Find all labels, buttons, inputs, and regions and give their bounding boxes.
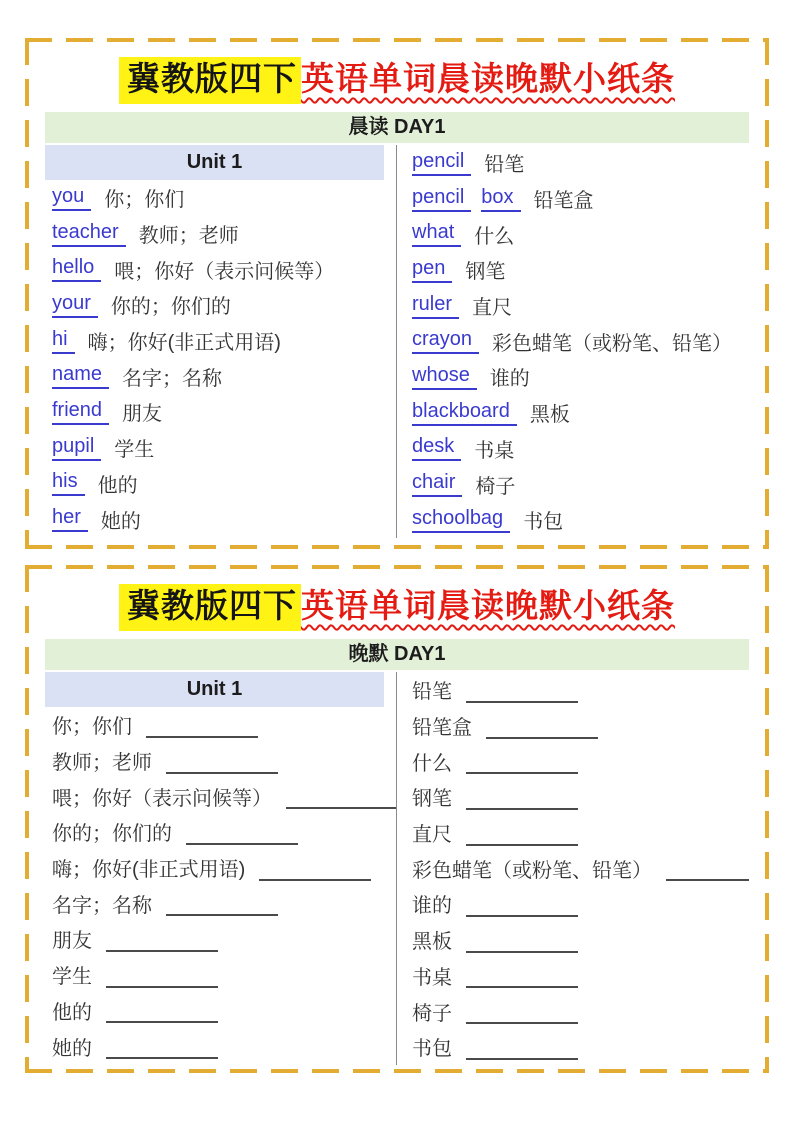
english-word-group xyxy=(412,364,477,390)
english-word: desk xyxy=(412,435,461,461)
english-word: pencil xyxy=(412,186,471,212)
dictation-row xyxy=(45,885,396,921)
page-title xyxy=(45,50,749,108)
chinese-meaning: 铅笔盒 xyxy=(412,717,472,740)
answer-blank-line xyxy=(106,1003,218,1023)
answer-blank-line xyxy=(466,790,578,810)
english-word: blackboard xyxy=(412,400,517,426)
vocab-row xyxy=(412,431,749,467)
chinese-meaning: 喂；你好（表示问候等） xyxy=(114,260,335,283)
vocab-row xyxy=(412,359,749,395)
english-word-group xyxy=(52,185,91,211)
english-word: name xyxy=(52,363,109,389)
chinese-meaning: 书桌 xyxy=(474,439,515,462)
vocab-row xyxy=(412,216,749,252)
dictation-row xyxy=(45,921,396,957)
chinese-meaning: 学生 xyxy=(52,966,92,989)
chinese-meaning: 书包 xyxy=(523,511,564,534)
vocab-row xyxy=(45,180,396,216)
answer-blank-line xyxy=(106,932,218,952)
dashed-border-bottom xyxy=(25,1069,769,1073)
chinese-meaning: 直尺 xyxy=(472,297,513,320)
dictation-row xyxy=(412,886,749,922)
vocab-row xyxy=(45,216,396,252)
chinese-meaning: 喂；你好（表示问候等） xyxy=(52,787,272,810)
dashed-border-right xyxy=(765,565,769,1073)
dictation-row xyxy=(412,922,749,958)
chinese-meaning: 直尺 xyxy=(412,824,452,847)
english-word: friend xyxy=(52,399,109,425)
answer-blank-line xyxy=(166,754,278,774)
answer-blank-line xyxy=(486,719,598,739)
dictation-row xyxy=(412,779,749,815)
english-word-group xyxy=(412,400,517,426)
answer-blank-line xyxy=(259,861,371,881)
english-word-group xyxy=(52,470,85,496)
answer-blank-line xyxy=(466,968,578,988)
english-word: what xyxy=(412,221,461,247)
english-word-group xyxy=(412,471,462,497)
chinese-meaning: 椅子 xyxy=(475,475,516,498)
vocab-row xyxy=(45,394,396,430)
word-columns xyxy=(45,672,749,1065)
vocab-row xyxy=(412,395,749,431)
chinese-meaning: 钢笔 xyxy=(412,788,452,811)
english-word-group xyxy=(412,293,459,319)
vocab-row xyxy=(412,466,749,502)
dictation-row xyxy=(45,1028,396,1064)
chinese-meaning: 什么 xyxy=(474,225,515,248)
chinese-meaning: 教师；老师 xyxy=(52,752,152,775)
chinese-meaning: 书包 xyxy=(412,1038,452,1061)
english-word-group xyxy=(412,257,452,283)
vocab-row xyxy=(45,323,396,359)
english-word-group xyxy=(52,435,101,461)
dictation-row xyxy=(45,814,396,850)
chinese-meaning: 彩色蜡笔（或粉笔、铅笔） xyxy=(492,332,733,355)
chinese-meaning: 铅笔盒 xyxy=(533,190,594,213)
dictation-row xyxy=(412,850,749,886)
dashed-border-top xyxy=(25,38,769,42)
word-columns xyxy=(45,145,749,538)
vocab-row xyxy=(45,430,396,466)
dictation-row xyxy=(412,1029,749,1065)
vocab-row xyxy=(45,251,396,287)
chinese-meaning: 学生 xyxy=(114,439,155,462)
english-word: pupil xyxy=(52,435,101,461)
dashed-border-right xyxy=(765,38,769,549)
english-word: crayon xyxy=(412,328,479,354)
english-word-group xyxy=(412,507,510,533)
english-word: schoolbag xyxy=(412,507,510,533)
chinese-meaning: 名字；名称 xyxy=(122,367,223,390)
left-word-list xyxy=(45,180,396,537)
vocab-row xyxy=(412,145,749,181)
dashed-border-bottom xyxy=(25,545,769,549)
dictation-row xyxy=(45,957,396,993)
english-word-group xyxy=(412,328,479,354)
worksheet-card-evening xyxy=(25,565,769,1073)
chinese-meaning: 他的 xyxy=(97,474,138,497)
chinese-meaning: 铅笔 xyxy=(484,154,525,177)
english-word: chair xyxy=(412,471,462,497)
vocab-row xyxy=(45,358,396,394)
chinese-meaning: 彩色蜡笔（或粉笔、铅笔） xyxy=(412,859,652,882)
dictation-row xyxy=(412,815,749,851)
answer-blank-line xyxy=(466,933,578,953)
english-word-group xyxy=(52,328,75,354)
dictation-row xyxy=(412,708,749,744)
english-word: pencil xyxy=(412,150,471,176)
english-word: hi xyxy=(52,328,75,354)
vocab-row xyxy=(45,287,396,323)
chinese-meaning: 黑板 xyxy=(529,404,570,427)
answer-blank-line xyxy=(466,754,578,774)
left-column xyxy=(45,672,397,1065)
title-red-text: 英语单词晨读晚默小纸条 xyxy=(301,587,675,624)
chinese-meaning: 嗨；你好(非正式用语) xyxy=(87,332,281,355)
dictation-row xyxy=(45,778,396,814)
english-word: pen xyxy=(412,257,452,283)
chinese-meaning: 你的；你们的 xyxy=(52,823,172,846)
chinese-meaning: 你的；你们的 xyxy=(110,296,231,319)
chinese-meaning: 名字；名称 xyxy=(52,894,152,917)
chinese-meaning: 椅子 xyxy=(412,1002,452,1025)
title-red-text: 英语单词晨读晚默小纸条 xyxy=(301,60,675,97)
chinese-meaning: 你；你们 xyxy=(104,189,185,212)
dashed-border-left xyxy=(25,38,29,549)
page-title xyxy=(45,577,749,635)
left-word-list xyxy=(45,707,396,1064)
chinese-meaning: 朋友 xyxy=(52,930,92,953)
right-column xyxy=(397,145,749,538)
english-word: whose xyxy=(412,364,477,390)
english-word-group xyxy=(52,506,88,532)
answer-blank-line xyxy=(166,896,278,916)
title-highlight: 冀教版四下 xyxy=(119,57,301,104)
vocab-row xyxy=(412,288,749,324)
vocab-row xyxy=(412,181,749,217)
answer-blank-line xyxy=(466,1040,578,1060)
vocab-row xyxy=(45,466,396,502)
vocab-row xyxy=(412,323,749,359)
unit-header: Unit 1 xyxy=(45,145,384,180)
answer-blank-line xyxy=(286,789,396,809)
english-word-group xyxy=(52,399,109,425)
vocab-row xyxy=(412,252,749,288)
english-word: you xyxy=(52,185,91,211)
vocab-row xyxy=(45,501,396,537)
answer-blank-line xyxy=(466,1004,578,1024)
chinese-meaning: 黑板 xyxy=(412,931,452,954)
english-word: hello xyxy=(52,256,101,282)
answer-blank-line xyxy=(466,683,578,703)
english-word-group xyxy=(412,435,461,461)
answer-blank-line xyxy=(106,968,218,988)
english-word: his xyxy=(52,470,85,496)
english-word-group xyxy=(412,221,461,247)
chinese-meaning: 他的 xyxy=(52,1001,92,1024)
dictation-row xyxy=(45,850,396,886)
dictation-row xyxy=(412,743,749,779)
chinese-meaning: 谁的 xyxy=(489,368,530,391)
dictation-row xyxy=(45,707,396,743)
vocab-row xyxy=(412,502,749,538)
english-word-group xyxy=(52,221,126,247)
chinese-meaning: 谁的 xyxy=(412,895,452,918)
chinese-meaning: 你；你们 xyxy=(52,716,132,739)
worksheet-card-morning xyxy=(25,38,769,549)
english-word-group xyxy=(52,292,98,318)
answer-blank-line xyxy=(466,826,578,846)
english-word: your xyxy=(52,292,98,318)
right-column xyxy=(397,672,749,1065)
left-column xyxy=(45,145,397,538)
dictation-row xyxy=(412,672,749,708)
english-word-group xyxy=(412,150,471,176)
section-banner: 晨读 DAY1 xyxy=(45,112,749,143)
dictation-row xyxy=(45,993,396,1029)
dictation-row xyxy=(412,958,749,994)
answer-blank-line xyxy=(466,897,578,917)
dashed-border-top xyxy=(25,565,769,569)
answer-blank-line xyxy=(666,861,749,881)
chinese-meaning: 她的 xyxy=(100,510,141,533)
title-highlight: 冀教版四下 xyxy=(119,584,301,631)
answer-blank-line xyxy=(106,1039,218,1059)
chinese-meaning: 书桌 xyxy=(412,966,452,989)
answer-blank-line xyxy=(146,718,258,738)
english-word: box xyxy=(481,186,520,212)
chinese-meaning: 嗨；你好(非正式用语) xyxy=(52,859,246,882)
dictation-row xyxy=(45,743,396,779)
chinese-meaning: 什么 xyxy=(412,752,452,775)
section-banner: 晚默 DAY1 xyxy=(45,639,749,670)
chinese-meaning: 钢笔 xyxy=(465,261,506,284)
english-word-group xyxy=(412,186,521,212)
english-word-group xyxy=(52,256,101,282)
unit-header: Unit 1 xyxy=(45,672,384,707)
answer-blank-line xyxy=(186,825,298,845)
chinese-meaning: 教师；老师 xyxy=(138,225,239,248)
english-word: teacher xyxy=(52,221,126,247)
english-word: ruler xyxy=(412,293,459,319)
dictation-row xyxy=(412,993,749,1029)
chinese-meaning: 朋友 xyxy=(122,403,163,426)
english-word-group xyxy=(52,363,109,389)
english-word: her xyxy=(52,506,88,532)
chinese-meaning: 她的 xyxy=(52,1037,92,1060)
chinese-meaning: 铅笔 xyxy=(412,681,452,704)
dashed-border-left xyxy=(25,565,29,1073)
